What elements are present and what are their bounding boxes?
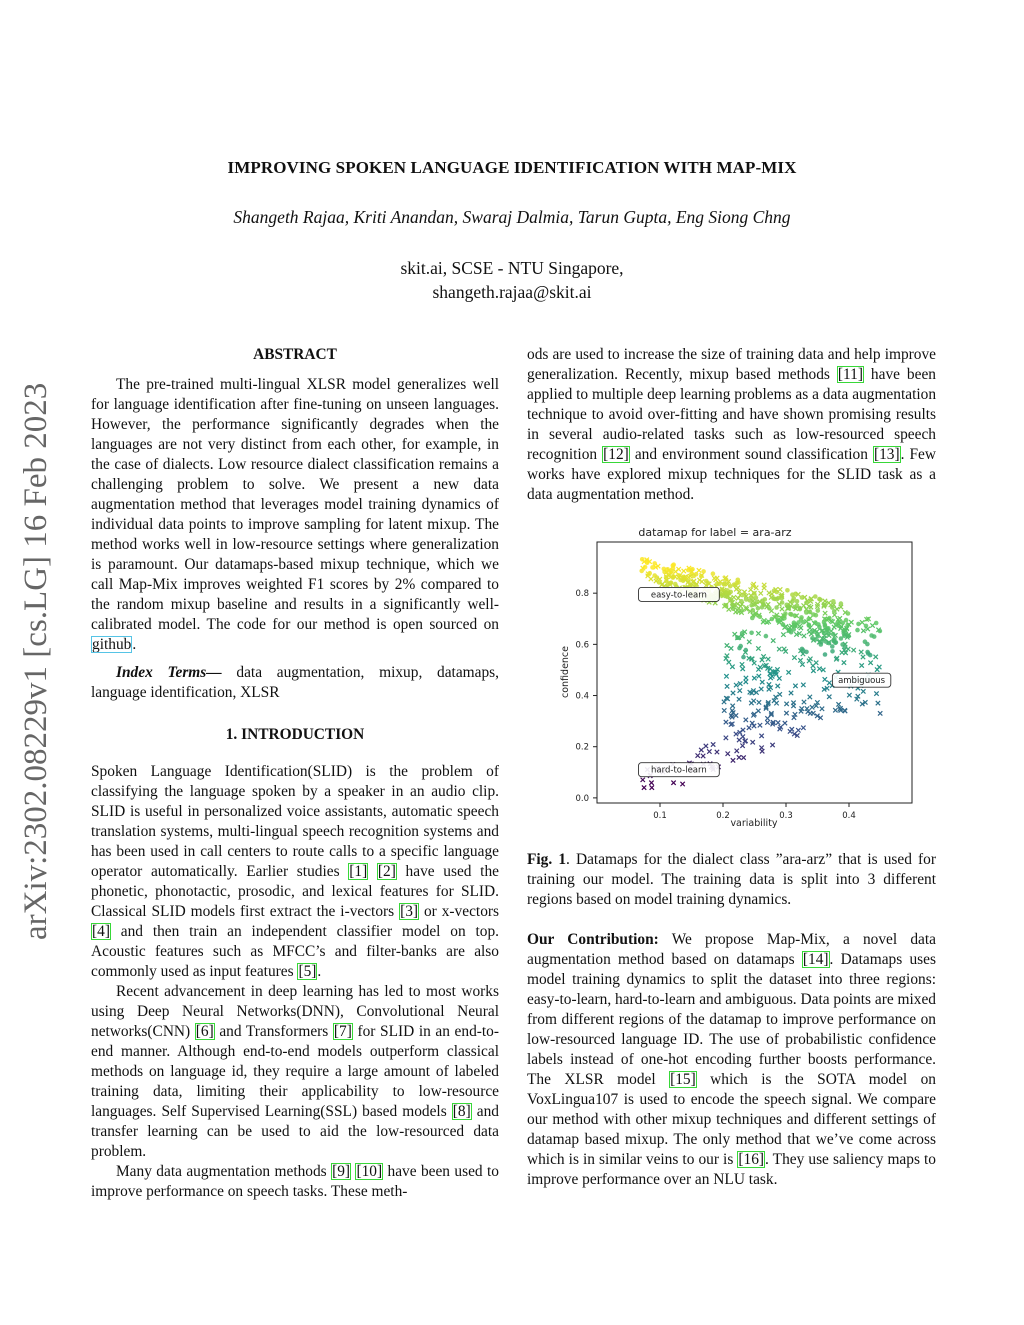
datapoint-cross [733,632,737,636]
datapoint-circle [813,620,818,625]
datapoint-cross [707,749,711,753]
datapoint-cross [798,658,802,662]
datapoint-cross [671,781,675,785]
datapoint-cross [737,755,741,759]
annotation-label: ambiguous [838,676,886,687]
datapoint-cross [727,607,731,611]
datapoint-cross [744,676,748,680]
datapoint-cross [731,691,735,695]
datapoint-circle [823,652,828,657]
datapoint-cross [734,587,738,591]
datapoint-cross [725,684,729,688]
datapoint-cross [847,693,851,697]
datapoint-cross [859,650,863,654]
index-terms: Index Terms— data augmentation, mixup, datamaps, language identification, XLSR [91,664,499,701]
citation-11[interactable]: [11] [837,366,863,383]
chart-title: datamap for label = ara-arz [638,526,792,539]
citation-1[interactable]: [1] [349,863,368,880]
annotation-hard-to-learn [639,763,720,777]
x-tick-label: 0.1 [653,811,667,821]
datapoint-cross [741,755,745,759]
datapoint-cross [781,632,785,636]
citation-12[interactable]: [12] [603,446,629,463]
datapoint-cross [649,781,653,785]
intro-paragraph-1: Spoken Language Identification(SLID) is the problem of classifying the language spoken by a speaker in an audio clip. SLID is useful in personalized voice assistants, automatic speech translation systems, multi-lingual speech recognition systems and has been used in call centers to route calls to a specific language operator automatically. Earlier studies [1] [2] have used the phonetic, phonotactic, prosodic, and lexical features for SLID. Classical SLID models first extract the i-vectors [3] or x-vectors [4] and then train an independent classifier model on top. Acoustic features such as MFCC’s and filter-banks are also commonly used as input features [5]. [91,763,500,980]
datapoint-cross [727,660,731,664]
y-tick-label: 0.6 [575,640,589,651]
citation-5[interactable]: [5] [298,963,317,980]
affiliation-block [0,256,1024,304]
datapoint-cross [823,677,827,681]
datapoint-circle [863,639,868,644]
datapoint-circle [826,626,831,631]
datapoint-circle [833,641,838,646]
datapoint-circle [819,642,824,647]
right-column-bottom [527,850,936,1190]
datapoint-circle [724,577,729,582]
datapoint-cross [750,740,754,744]
datapoint-cross [777,676,781,680]
datapoint-circle [722,581,727,586]
arxiv-stamp: arXiv:2302.08229v1 [cs.LG] 16 Feb 2023 [18,382,54,940]
datapoint-circle [846,611,851,616]
figure-caption: Fig. 1. Datamaps for the dialect class ”ara-arz” that is used for training our model. The training data is split into 3 different regions based on model training dynamics. [527,851,936,908]
datapoint-circle [650,565,655,570]
datapoint-circle [671,574,676,579]
citation-2[interactable]: [2] [377,863,396,880]
datapoint-cross [788,729,792,733]
citation-10[interactable]: [10] [356,1163,383,1180]
datapoint-circle [706,581,711,586]
datapoint-circle [830,605,835,610]
x-tick-label: 0.2 [716,811,730,821]
intro-paragraph-3: Many data augmentation methods [9] [10] have been used to improve performance on speech tasks. These meth- [91,1163,499,1200]
datapoint-cross [757,674,761,678]
right-paragraph-1: ods are used to increase the size of training data and help improve generalization. Recently, mixup based methods [11] have been applied to multiple deep learning problems as a data augmentation technique to avoid over-fitting and have shown promising results in several audio-related tasks such as low-resourced speech recognition [12] and environment sound classification [13]. Few works have explored mixup techniques for the SLID task as a data augmentation method. [527,346,937,503]
contribution-paragraph: Our Contribution: We propose Map-Mix, a novel data augmentation method based on datamaps [14]. Datamaps uses model training dynamics to split the dataset into three regions: easy-to-learn, hard-to-learn and ambiguous. Data points are mixed from different regions of the datamap to improve performance on low-resourced language ID. The use of probabilistic confidence labels instead of one-hot encoding further boosts performance. The XLSR model [15] which is the SOTA model on VoxLingua107 is used to encode the speech signal. We compare our method with other mixup techniques and different settings of datamap based mixup. The only method that we’ve come across which is in similar veins to our is [16]. They use saliency maps to improve performance over an NLU task. [527,931,937,1188]
datapoint-cross [776,720,780,724]
datamap-figure [525,520,940,840]
datapoint-cross [699,748,703,752]
datapoint-cross [820,707,824,711]
datapoint-circle [813,637,818,642]
datapoint-circle [751,608,756,613]
datapoint-cross [760,680,764,684]
datapoint-cross [765,716,769,720]
datapoint-cross [756,631,760,635]
y-tick-label: 0.8 [575,589,589,600]
datapoint-cross [758,665,762,669]
datapoint-cross [783,721,787,725]
datapoint-cross [756,646,760,650]
datapoint-circle [671,563,676,568]
datapoint-cross [734,683,738,687]
datapoint-cross [747,726,751,730]
datapoint-cross [793,684,797,688]
datapoint-circle [677,573,682,578]
datapoint-cross [641,778,645,782]
datapoint-cross [704,744,708,748]
datapoint-cross [800,662,804,666]
datapoint-cross [738,681,742,685]
datapoint-circle [780,600,785,605]
datapoint-circle [813,594,818,599]
citation-16[interactable]: [16] [738,1151,765,1168]
y-tick-label: 0.2 [575,742,589,753]
datapoint-circle [724,590,729,595]
citation-15[interactable]: [15] [670,1071,696,1088]
datapoint-circle [785,588,790,593]
datapoint-circle [830,649,835,654]
datapoint-cross [725,643,729,647]
datapoint-cross [642,785,646,789]
datapoint-circle [817,597,822,602]
datapoint-cross [870,623,874,627]
datapoint-circle [652,573,657,578]
datapoint-cross [751,699,755,703]
datapoint-circle [807,623,812,628]
datapoint-circle [711,571,716,576]
datapoint-circle [772,588,777,593]
datapoint-circle [734,581,739,586]
x-tick-label: 0.4 [842,811,856,821]
datapoint-cross [784,702,788,706]
datapoint-cross [776,684,780,688]
datapoint-circle [664,575,669,580]
datapoint-circle [817,625,822,630]
citation-14[interactable]: [14] [802,951,829,968]
datapoint-cross [874,691,878,695]
datapoint-cross [758,723,762,727]
datapoint-cross [811,669,815,673]
datapoint-circle [874,621,879,626]
left-column [91,345,499,1202]
intro-heading: 1. INTRODUCTION [225,726,365,743]
datapoint-cross [715,576,719,580]
datapoint-cross [861,655,865,659]
datapoint-cross [762,586,766,590]
datapoint-cross [873,655,877,659]
x-tick-label: 0.3 [779,811,793,821]
datapoint-cross [786,670,790,674]
datapoint-cross [832,625,836,629]
datapoint-cross [741,667,745,671]
datapoint-cross [876,701,880,705]
citation-13[interactable]: [13] [873,446,900,463]
datapoint-circle [842,634,847,639]
datapoint-circle [737,646,742,651]
datapoint-cross [740,662,744,666]
datapoint-cross [737,738,741,742]
citation-4[interactable]: [4] [92,923,110,940]
datapoint-cross [696,753,700,757]
datapoint-circle [804,650,809,655]
datapoint-cross [861,689,865,693]
datapoint-cross [817,667,821,671]
datapoint-cross [744,718,748,722]
datapoint-cross [801,683,805,687]
index-terms-label: Index Terms— [116,664,222,681]
datapoint-circle [816,608,821,613]
datapoint-cross [680,782,684,786]
affiliation: skit.ai, SCSE - NTU Singapore, [400,258,624,278]
datapoint-circle [764,634,769,639]
datapoint-cross [784,711,788,715]
datapoint-cross [759,591,763,595]
datapoint-circle [856,622,861,627]
datapoint-cross [780,607,784,611]
datapoint-cross [802,634,806,638]
contact-email: shangeth.rajaa@skit.ai [432,282,592,302]
datapoint-cross [697,568,701,572]
datapoint-circle [756,606,761,611]
datapoint-cross [737,697,741,701]
datapoint-cross [752,661,756,665]
datapoint-cross [738,688,742,692]
citation-9[interactable]: [9] [332,1163,351,1180]
datapoint-cross [791,701,795,705]
datapoint-cross [726,751,730,755]
y-tick-label: 0.0 [575,793,589,804]
abstract-heading: ABSTRACT [253,346,337,363]
annotation-easy-to-learn [639,587,720,601]
contribution-label: Our Contribution: [527,931,659,948]
datapoint-circle [788,612,793,617]
datapoint-cross [759,734,763,738]
datapoint-cross [801,726,805,730]
datapoint-circle [787,628,792,633]
datapoint-cross [811,664,815,668]
annotation-label: easy-to-learn [650,590,707,601]
abstract-body: The pre-trained multi-lingual XLSR model generalizes well for language identification after fine-tuning on unseen languages. However, the performance significantly degrades when the languages are not very distinct from each other, for example, in the case of dialects. Low resource dialect classification remains a challenging problem to solve. We present a new data augmentation method that leverages model training dynamics of individual data points to improve sampling for latent mixup. The method works well in low-resource settings where generalization is paramount. Our datamaps-based mixup technique, which we call Map-Mix improves weighted F1 scores by 2% compared to the random mixup baseline and results in a significantly well-calibrated model. The code for our method is open sourced on github. [91,376,499,653]
datapoint-cross [875,667,879,671]
datapoint-cross [792,655,796,659]
y-axis-label: confidence [560,645,571,699]
datapoint-circle [855,628,860,633]
datapoint-cross [751,582,755,586]
datapoint-circle [792,620,797,625]
datapoint-cross [770,743,774,747]
annotations [639,587,891,776]
datapoint-circle [799,615,804,620]
annotation-label: hard-to-learn [651,765,707,776]
datapoint-cross [731,758,735,762]
github-link[interactable]: github [92,636,132,653]
datapoint-cross [724,736,728,740]
datapoint-circle [741,655,746,660]
datapoint-cross [840,650,844,654]
datapoint-cross [757,700,761,704]
datapoint-cross [752,676,756,680]
datapoint-cross [747,640,751,644]
citation-6[interactable]: [6] [195,1023,214,1040]
datapoint-circle [701,569,706,574]
citation-8[interactable]: [8] [452,1103,471,1120]
datapoint-cross [777,647,781,651]
datapoint-cross [808,695,812,699]
datapoint-cross [715,750,719,754]
datapoint-cross [729,646,733,650]
datapoint-cross [811,711,815,715]
datapoint-circle [839,601,844,606]
datapoint-circle [739,599,744,604]
datapoint-cross [868,661,872,665]
datapoint-circle [749,631,754,636]
datapoint-circle [811,612,816,617]
y-tick-label: 0.4 [575,691,589,702]
datapoint-cross [851,648,855,652]
datapoint-circle [869,633,874,638]
datapoint-cross [821,668,825,672]
datapoint-circle [815,632,820,637]
datapoint-circle [669,580,674,585]
datapoint-cross [842,660,846,664]
datapoint-circle [832,609,837,614]
datapoint-cross [740,744,744,748]
datapoint-cross [682,569,686,573]
datapoint-circle [729,599,734,604]
datapoint-cross [722,708,726,712]
datapoint-cross [778,692,782,696]
intro-paragraph-2: Recent advancement in deep learning has led to most works using Deep Neural Networks(DNN), Convolutional Neural networks(CNN) [6] and Transformers [7] for SLID in an end-to-end manner. Although end-to-end models outperform classical methods on language id, they require a large amount of labeled training data, limiting their applicability to low-resource languages. Self Supervised Learning(SSL) based models [8] and transfer learning can be used to aid the low-resourced data problem. [91,983,500,1160]
datapoint-cross [730,665,734,669]
datapoint-cross [766,657,770,661]
datapoint-circle [804,600,809,605]
datapoint-cross [735,749,739,753]
datapoint-circle [774,605,779,610]
datapoint-circle [831,599,836,604]
datapoint-cross [771,638,775,642]
figure-label: Fig. 1 [527,851,567,868]
datapoint-cross [701,754,705,758]
author-list: Shangeth Rajaa, Kriti Anandan, Swaraj Dalmia, Tarun Gupta, Eng Siong Chng [233,207,791,227]
datapoint-cross [827,695,831,699]
datapoint-cross [760,749,764,753]
datapoint-circle [744,597,749,602]
datapoint-cross [730,704,734,708]
datapoint-circle [657,580,662,585]
datapoint-cross [765,720,769,724]
datapoint-cross [859,663,863,667]
datapoint-cross [823,611,827,615]
datapoint-cross [789,691,793,695]
datapoint-circle [830,644,835,649]
datapoint-cross [711,742,715,746]
datapoint-cross [878,711,882,715]
datapoint-cross [797,624,801,628]
right-column-top [527,345,936,505]
datapoint-cross [833,708,837,712]
datapoint-cross [796,728,800,732]
citation-7[interactable]: [7] [333,1023,352,1040]
datapoint-cross [861,629,865,633]
datapoint-cross [724,674,728,678]
datapoint-circle [868,653,873,658]
x-axis-label: variability [730,818,778,829]
datapoint-circle [806,617,811,622]
datapoint-cross [650,785,654,789]
paper-title: IMPROVING SPOKEN LANGUAGE IDENTIFICATION WITH MAP-MIX [227,158,797,177]
datapoint-cross [724,720,728,724]
datapoint-cross [759,687,763,691]
datapoint-circle [731,606,736,611]
annotation-ambiguous [832,673,890,687]
datapoint-cross [802,700,806,704]
citation-3[interactable]: [3] [400,903,419,920]
datapoint-cross [827,681,831,685]
datapoint-cross [810,705,814,709]
